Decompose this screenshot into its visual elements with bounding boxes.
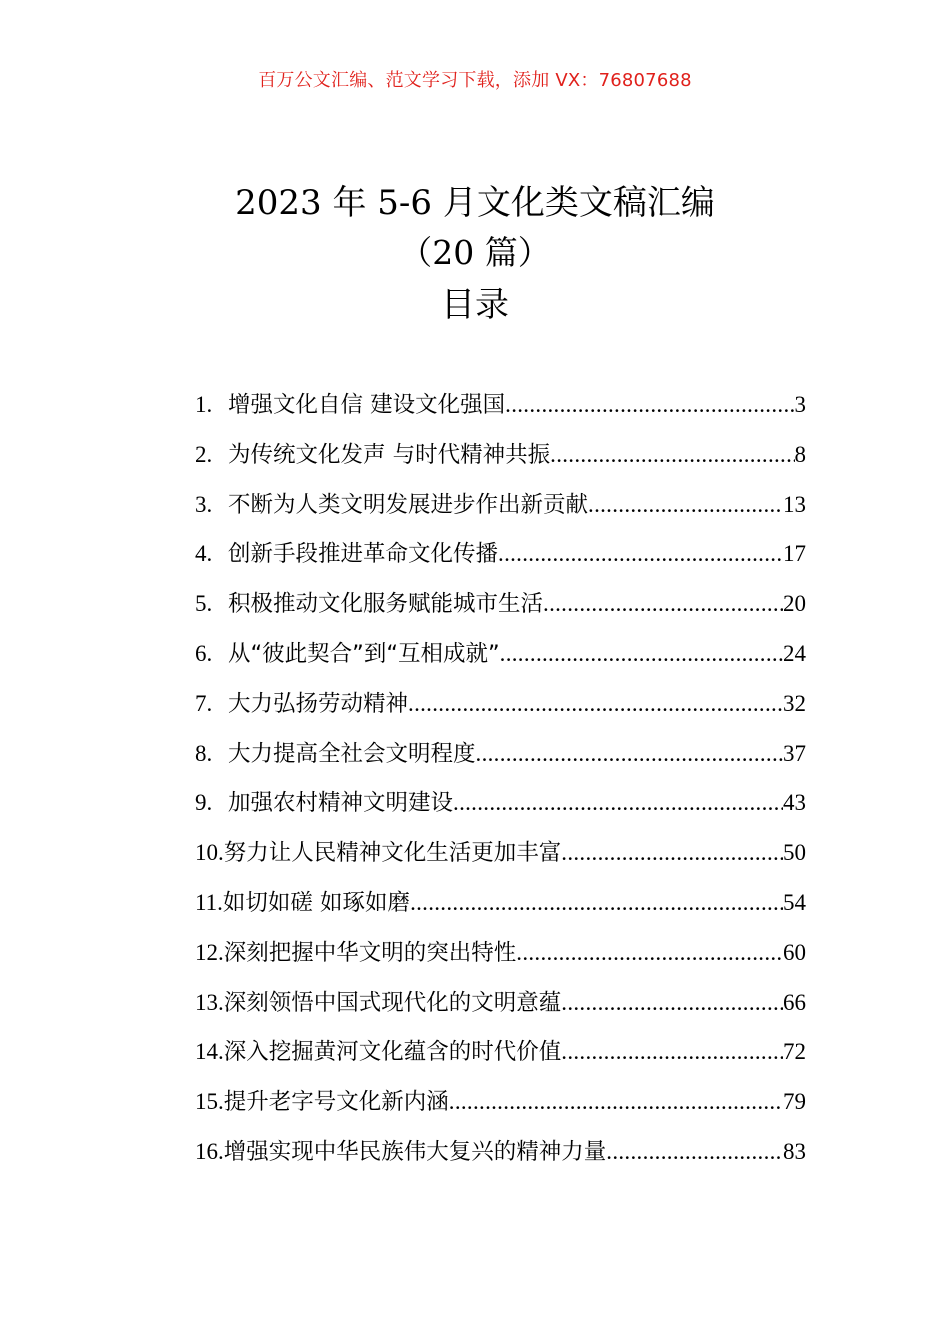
watermark-header: 百万公文汇编、范文学习下载，添加 VX：76807688 xyxy=(258,70,692,91)
toc-entry-number: 13. xyxy=(195,989,224,1015)
toc-dot-leader xyxy=(453,778,783,828)
toc-entry-page: 13 xyxy=(783,491,806,517)
toc-entry-number: 4. xyxy=(195,541,213,567)
toc-entry-page: 43 xyxy=(783,790,806,816)
toc-entry-title: 增强文化自信 建设文化强国 xyxy=(228,392,506,418)
toc-entry-number: 3. xyxy=(195,491,213,517)
toc-dot-leader xyxy=(606,1127,783,1177)
toc-entry[interactable] xyxy=(195,629,806,679)
toc-entry-number: 16. xyxy=(195,1138,224,1164)
toc-entry-page: 37 xyxy=(783,740,806,766)
toc-entry[interactable] xyxy=(195,729,806,779)
toc-entry-number: 12. xyxy=(195,939,224,965)
toc-entry[interactable] xyxy=(195,480,806,530)
toc-entry[interactable] xyxy=(195,1077,806,1127)
toc-entry-number: 7. xyxy=(195,690,213,716)
toc-entry-number: 1. xyxy=(195,392,213,417)
toc-entry-title: 增强实现中华民族伟大复兴的精神力量 xyxy=(223,1138,607,1165)
toc-dot-leader xyxy=(476,729,783,779)
toc-entry-page: 17 xyxy=(783,541,806,567)
toc-entry[interactable] xyxy=(195,928,806,978)
toc-entry-number: 6. xyxy=(195,640,213,666)
toc-entry[interactable] xyxy=(195,978,806,1028)
toc-entry-number: 10. xyxy=(195,840,224,866)
toc-entry-page: 60 xyxy=(783,939,806,965)
toc-dot-leader xyxy=(561,1027,783,1077)
toc-entry-title: 提升老字号文化新内涵 xyxy=(223,1089,449,1116)
toc-entry-title: 努力让人民精神文化生活更加丰富 xyxy=(223,840,562,867)
toc-entry-title: 深入挖掘黄河文化蕴含的时代价值 xyxy=(223,1039,562,1066)
toc-entry[interactable] xyxy=(195,828,806,878)
toc-entry-title: 深刻领悟中国式现代化的文明意蕴 xyxy=(223,989,562,1016)
toc-entry-title: 大力弘扬劳动精神 xyxy=(228,690,409,717)
toc-entry[interactable] xyxy=(195,778,806,828)
toc-entry-number: 15. xyxy=(195,1089,224,1115)
toc-dot-leader xyxy=(500,629,783,679)
toc-dot-leader xyxy=(550,430,794,480)
toc-dot-leader xyxy=(449,1077,783,1127)
toc-entry-title: 不断为人类文明发展进步作出新贡献 xyxy=(228,491,589,518)
toc-entry-page: 72 xyxy=(783,1039,806,1065)
toc-entry-title: 加强农村精神文明建设 xyxy=(228,790,454,817)
toc-dot-leader xyxy=(588,480,783,530)
toc-entry[interactable] xyxy=(195,579,806,629)
toc-dot-leader xyxy=(561,828,783,878)
toc-entry[interactable] xyxy=(195,1027,806,1077)
toc-entry-page: 24 xyxy=(783,640,806,666)
toc-entry-page: 20 xyxy=(783,591,806,617)
toc-entry-title: 如切如磋 如琢如磨 xyxy=(222,889,411,916)
toc-entry[interactable] xyxy=(195,878,806,928)
toc-entry-title: 创新手段推进革命文化传播 xyxy=(228,541,499,568)
toc-entry-number: 5. xyxy=(195,591,213,617)
toc-entry-title: 积极推动文化服务赋能城市生活 xyxy=(228,591,544,618)
toc-entry-page: 8 xyxy=(794,441,806,467)
toc-heading: 目录 xyxy=(441,285,509,325)
toc-entry-page: 79 xyxy=(783,1089,806,1115)
toc-dot-leader xyxy=(543,579,783,629)
toc-entry[interactable] xyxy=(195,1127,806,1177)
toc-entry-title: 大力提高全社会文明程度 xyxy=(228,740,476,767)
toc-entry-title: 从“彼此契合”到“互相成就” xyxy=(228,640,500,667)
toc-entry[interactable] xyxy=(195,430,806,480)
title-block xyxy=(0,178,950,332)
toc-entry-number: 2. xyxy=(195,441,213,467)
toc-dot-leader xyxy=(498,529,783,579)
toc-entry-page: 54 xyxy=(783,889,806,915)
toc-entry-number: 11. xyxy=(195,889,223,915)
toc-dot-leader xyxy=(561,978,783,1028)
toc-dot-leader xyxy=(516,928,783,978)
document-title: 2023 年 5-6 月文化类文稿汇编 xyxy=(235,183,715,223)
toc-entry-number: 14. xyxy=(195,1039,224,1065)
toc-entry-page: 3 xyxy=(794,392,806,417)
toc-dot-leader xyxy=(408,679,783,729)
toc-entry-page: 66 xyxy=(783,989,806,1015)
toc-entry[interactable] xyxy=(195,529,806,579)
toc-dot-leader xyxy=(410,878,783,928)
toc-entry-number: 9. xyxy=(195,790,213,816)
toc-entry[interactable] xyxy=(195,679,806,729)
toc-entry-number: 8. xyxy=(195,740,213,766)
toc-entry-page: 83 xyxy=(783,1138,806,1164)
toc-entry-title: 深刻把握中华文明的突出特性 xyxy=(223,939,517,966)
table-of-contents xyxy=(195,380,806,1177)
toc-dot-leader xyxy=(505,380,794,430)
toc-entry[interactable] xyxy=(195,380,806,430)
toc-entry-title: 为传统文化发声 与时代精神共振 xyxy=(228,441,551,468)
toc-entry-page: 32 xyxy=(783,690,806,716)
document-subtitle: （20 篇） xyxy=(399,233,551,272)
toc-entry-page: 50 xyxy=(783,840,806,866)
